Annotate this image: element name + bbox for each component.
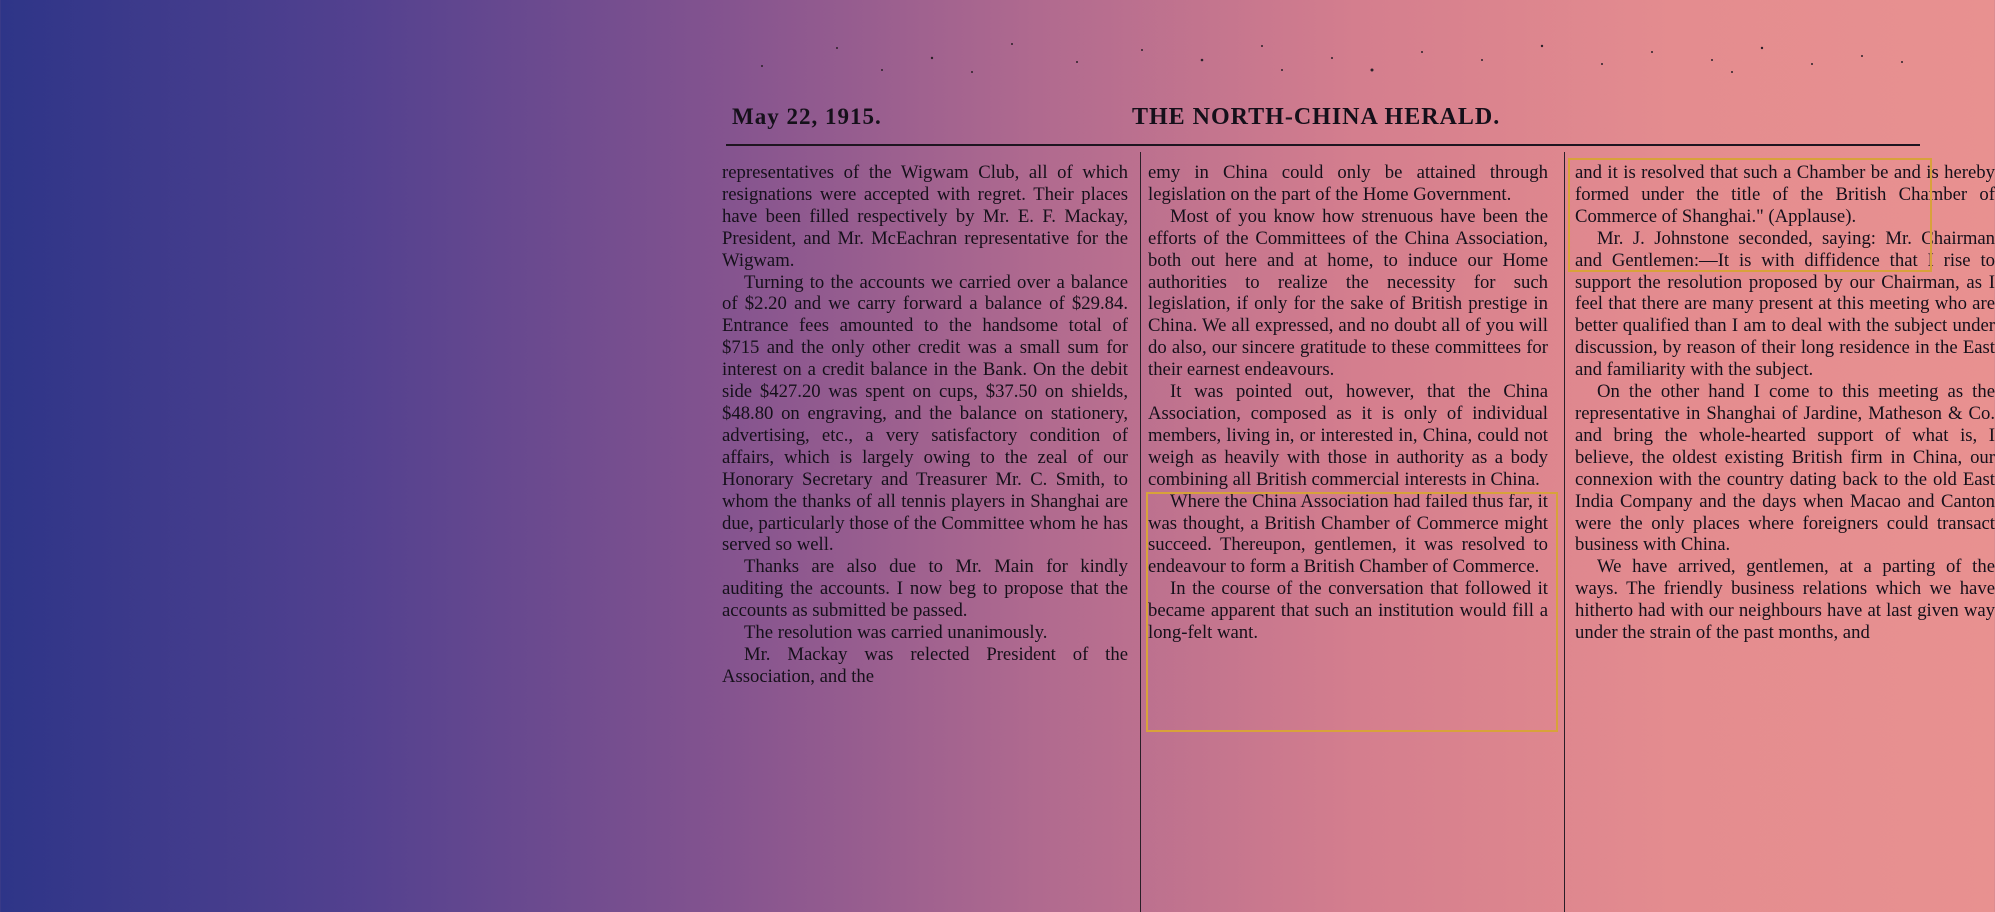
column-paragraph: Mr. Mackay was relected President of the Association, and the: [722, 643, 1128, 687]
column-paragraph: Mr. J. Johnstone seconded, saying: Mr. Chairman and Gentlemen:—It is with diffidence that I rise to support the resolution proposed by our Chairman, as I feel that there are many present at this meeting who are better qualified than I am to deal with the subject under discussion, by reason of their long residence in the East and familiarity with the subject.: [1575, 227, 1995, 381]
page-specks: [722, 0, 1920, 120]
issue-date: May 22, 1915.: [732, 104, 882, 129]
column-paragraph: In the course of the conversation that followed it became apparent that such an institution would fill a long-felt want.: [1148, 578, 1548, 644]
column-paragraph: The resolution was carried unanimously.: [744, 622, 1048, 644]
column-paragraph: and it is resolved that such a Chamber be and is hereby formed under the title of the British Chamber of Commerce of Shanghai." (Applause).: [1575, 162, 1995, 227]
column-left: [722, 162, 1128, 688]
column-paragraph: We have arrived, gentlemen, at a parting of the ways. The friendly business relations which we have hitherto had with our neighbours have at last given way under the strain of the past months, and: [1575, 556, 1995, 644]
newspaper-masthead: THE NORTH-CHINA HERALD.: [1132, 104, 1501, 130]
column-paragraph: representatives of the Wigwam Club, all of which resignations were accepted with regret. Their places have been filled respectively by Mr. E. F. Mackay, President, and Mr. McEachran representative for the Wigwam.: [722, 162, 1128, 271]
column-paragraph: Thanks are also due to Mr. Main for kindly auditing the accounts. I now beg to propose that the accounts as submitted be passed.: [722, 556, 1128, 622]
column-paragraph: Most of you know how strenuous have been the efforts of the Committees of the China Association, both out here and at home, to induce our Home authorities to realize the necessity for such legislation, if only for the sake of British prestige in China. We all expressed, and no doubt all of you will do also, our sincere gratitude to these committees for their earnest endeavours.: [1148, 205, 1548, 381]
header-rule: [726, 144, 1920, 146]
column-paragraph: emy in China could only be attained through legislation on the part of the Home Government.: [1148, 162, 1548, 205]
column-paragraph: On the other hand I come to this meeting as the representative in Shanghai of Jardine, Matheson & Co. and bring the whole-hearted support of what is, I believe, the oldest existing British firm in China, our connexion with the country dating back to the old East India Company and the days when Macao and Canton were the only places where foreigners could transact business with China.: [1575, 381, 1995, 556]
column-divider: [1564, 152, 1565, 912]
column-paragraph: Turning to the accounts we carried over a balance of $2.20 and we carry forward a balance of $29.84. Entrance fees amounted to the handsome total of $715 and the only other credit was a small sum for interest on a credit balance in the Bank. On the debit side $427.20 was spent on cups, $37.50 on shields, $48.80 on engraving, and the balance on stationery, advertising, etc., a very satisfactory condition of affairs, which is largely owing to the zeal of our Honorary Secretary and Treasurer Mr. C. Smith, to whom the thanks of all tennis players in Shanghai are due, particularly those of the Committee whom he has served so well.: [722, 271, 1128, 556]
newspaper-page: [722, 0, 1995, 900]
column-middle: [1148, 162, 1548, 644]
column-divider: [1140, 152, 1141, 912]
column-paragraph: Where the China Association had failed thus far, it was thought, a British Chamber of Commerce might succeed. Thereupon, gentlemen, it was resolved to endeavour to form a British Chamber of Commerce.: [1148, 490, 1548, 578]
column-right: [1575, 162, 1995, 644]
column-paragraph: It was pointed out, however, that the China Association, composed as it is only of individual members, living in, or interested in, China, could not weigh as heavily with those in authority as a body combining all British commercial interests in China.: [1148, 381, 1548, 490]
